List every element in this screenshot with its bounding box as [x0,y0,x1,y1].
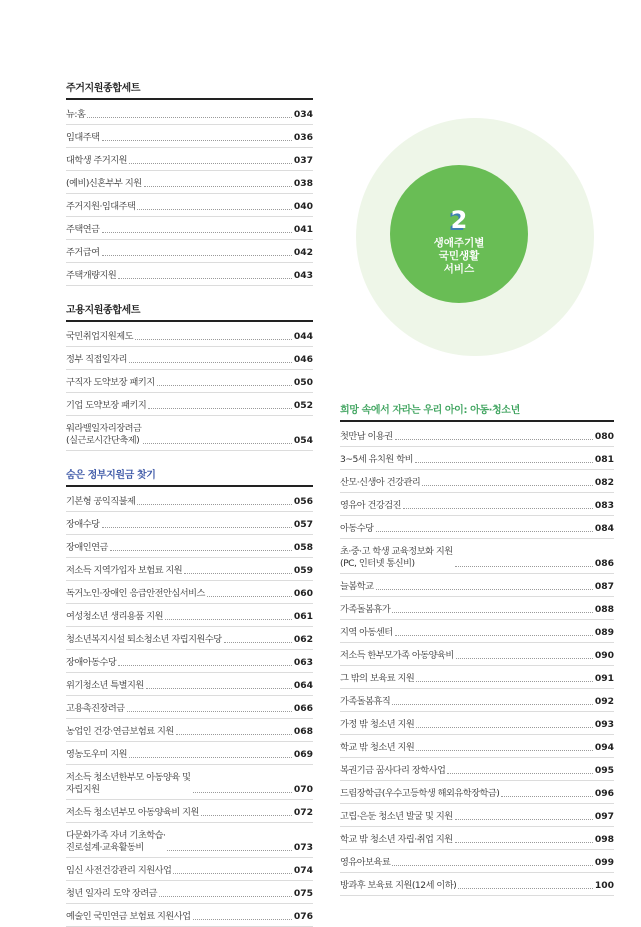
toc-entry-label: 뉴:홈 [66,109,86,120]
toc-entry-page: 064 [293,680,313,691]
dot-leader [458,888,593,889]
dot-leader [165,619,292,620]
toc-entry-page: 088 [594,604,614,615]
toc-entry[interactable] [66,324,313,347]
toc-entry[interactable] [66,558,313,581]
toc-entry[interactable] [340,689,614,712]
toc-entry[interactable] [66,673,313,696]
toc-entry[interactable] [66,765,313,800]
toc-entry-page: 041 [293,224,313,235]
toc-entry-page: 062 [293,634,313,645]
toc-entry-label: 독거노인·장애인 응급안전안심서비스 [66,588,205,599]
dot-leader [416,681,593,682]
toc-entry-page: 037 [293,155,313,166]
dot-leader [403,508,593,509]
dot-leader [87,117,291,118]
toc-entry-label: 청소년복지시설 퇴소청소년 자립지원수당 [66,634,222,645]
toc-entry[interactable] [66,904,313,927]
toc-entry-label: 주택개량지원 [66,270,117,281]
dot-leader [135,339,292,340]
dot-leader [159,896,292,897]
section-title: 숨은 정부지원금 찾기 [66,470,156,481]
toc-entry-page: 070 [293,784,313,795]
toc-entry-label: 고립·은둔 청소년 발굴 및 지원 [340,811,453,822]
toc-entry-label: 정부 직접일자리 [66,354,128,365]
toc-entry-label: 장애수당 [66,519,100,530]
toc-entry[interactable] [66,881,313,904]
toc-entry[interactable] [66,263,313,286]
dot-leader [224,642,292,643]
toc-entry-label: 워라밸일자리장려금 (실근로시간단축제) [66,423,142,446]
toc-entry-label: 다문화가족 자녀 기초학습· 진로설계·교육활동비 [66,830,166,853]
toc-entry-page: 081 [594,454,614,465]
toc-entry-page: 097 [594,811,614,822]
toc-entry-page: 082 [594,477,614,488]
toc-entry-page: 052 [293,400,313,411]
toc-entry[interactable] [66,650,313,673]
toc-entry-label: 주거급여 [66,247,100,258]
toc-entry-label: 늘봄학교 [340,581,374,592]
toc-entry[interactable] [340,643,614,666]
dot-leader [456,658,593,659]
toc-entry-page: 083 [594,500,614,511]
dot-leader [102,140,292,141]
toc-section [66,467,313,927]
toc-entry-page: 036 [293,132,313,143]
toc-entry-label: 농업인 건강·연금보험료 지원 [66,726,174,737]
toc-entry-label: 영농도우미 지원 [66,749,128,760]
dot-leader [102,255,292,256]
toc-entry-page: 058 [293,542,313,553]
toc-entry[interactable] [340,574,614,597]
chapter-badge [390,165,528,303]
toc-entry-page: 089 [594,627,614,638]
dot-leader [395,635,593,636]
toc-entry-page: 043 [293,270,313,281]
dot-leader [392,865,593,866]
dot-leader [127,711,292,712]
chapter-number: 2 [450,206,468,234]
toc-entry-label: 초·중·고 학생 교육정보화 지원 (PC, 인터넷 통신비) [340,546,453,569]
toc-entry[interactable] [340,804,614,827]
toc-entry-label: 학교 밖 청소년 지원 [340,742,415,753]
toc-entry[interactable] [66,393,313,416]
toc-entry[interactable] [340,447,614,470]
toc-entry-page: 061 [293,611,313,622]
toc-entry-page: 073 [293,842,313,853]
toc-entry-label: 영유아보육료 [340,857,391,868]
dot-leader [118,278,292,279]
toc-entry[interactable] [66,217,313,240]
toc-entry-page: 100 [594,880,614,891]
toc-entry-label: 저소득 청소년부모 아동양육비 지원 [66,807,199,818]
toc-entry-label: 기업 도약보장 패키지 [66,400,147,411]
toc-list [340,424,614,896]
toc-entry-page: 076 [293,911,313,922]
toc-entry-page: 072 [293,807,313,818]
toc-entry-label: 국민취업지원제도 [66,331,134,342]
toc-list [66,324,313,451]
toc-entry-page: 059 [293,565,313,576]
toc-entry-label: 저소득 청소년한부모 아동양육 및 자립지원 [66,772,191,795]
toc-entry-label: 구직자 도약보장 패키지 [66,377,155,388]
toc-entry[interactable] [66,347,313,370]
toc-entry[interactable] [340,597,614,620]
toc-entry-label: 드림장학금(우수고등학생 해외유학장학금) [340,788,500,799]
dot-leader [455,819,593,820]
toc-entry[interactable] [66,370,313,393]
toc-entry[interactable] [340,712,614,735]
toc-entry-label: 첫만남 이용권 [340,431,393,442]
dot-leader [157,385,292,386]
toc-entry[interactable] [340,516,614,539]
toc-entry[interactable] [340,850,614,873]
toc-entry-page: 092 [594,696,614,707]
toc-entry-page: 098 [594,834,614,845]
dot-leader [167,850,291,851]
chapter-title: 생애주기별 국민생활 서비스 [433,237,485,275]
toc-entry-label: (예비)신혼부부 지원 [66,178,142,189]
toc-entry-page: 096 [594,788,614,799]
toc-section [66,302,313,451]
toc-entry-label: 대학생 주거지원 [66,155,128,166]
section-title: 주거지원종합세트 [66,83,141,94]
dot-leader [416,727,593,728]
toc-entry-label: 지역 아동센터 [340,627,393,638]
toc-entry-label: 위기청소년 특별지원 [66,680,144,691]
dot-leader [201,815,292,816]
toc-entry[interactable] [340,424,614,447]
toc-entry-page: 050 [293,377,313,388]
toc-entry[interactable] [66,742,313,765]
dot-leader [376,531,593,532]
toc-entry-label: 고용촉진장려금 [66,703,125,714]
dot-leader [118,665,292,666]
toc-left-column [66,80,313,927]
dot-leader [110,550,292,551]
dot-leader [193,792,292,793]
toc-entry-label: 저소득 한부모가족 아동양육비 [340,650,454,661]
toc-entry-label: 아동수당 [340,523,374,534]
dot-leader [102,527,292,528]
toc-entry-label: 청년 일자리 도약 장려금 [66,888,158,899]
toc-entry[interactable] [66,194,313,217]
toc-entry-label: 가족돌봄휴직 [340,696,391,707]
toc-entry-label: 산모·신생아 건강관리 [340,477,421,488]
toc-entry[interactable] [66,800,313,823]
dot-leader [392,704,593,705]
toc-entry-page: 091 [594,673,614,684]
toc-entry[interactable] [66,696,313,719]
toc-entry-page: 066 [293,703,313,714]
toc-entry-label: 장애아동수당 [66,657,117,668]
toc-entry-page: 093 [594,719,614,730]
toc-entry[interactable] [340,735,614,758]
toc-entry-page: 057 [293,519,313,530]
dot-leader [176,734,292,735]
toc-entry[interactable] [66,604,313,627]
toc-entry[interactable] [66,627,313,650]
toc-entry-page: 075 [293,888,313,899]
toc-right-column [340,402,614,896]
dot-leader [144,186,292,187]
toc-entry[interactable] [66,125,313,148]
dot-leader [376,589,593,590]
dot-leader [137,209,291,210]
toc-entry-label: 가족돌봄휴가 [340,604,391,615]
dot-leader [416,750,593,751]
section-rule [66,320,313,322]
toc-entry-label: 저소득 지역가입자 보험료 지원 [66,565,183,576]
toc-entry-label: 장애인연금 [66,542,108,553]
dot-leader [395,439,593,440]
toc-entry-page: 040 [293,201,313,212]
toc-entry[interactable] [340,493,614,516]
toc-entry[interactable] [66,489,313,512]
toc-entry-page: 038 [293,178,313,189]
dot-leader [447,773,592,774]
toc-entry-page: 094 [594,742,614,753]
toc-entry[interactable] [66,148,313,171]
dot-leader [102,232,292,233]
dot-leader [422,485,593,486]
toc-entry-label: 기본형 공익직불제 [66,496,136,507]
toc-entry-label: 가정 밖 청소년 지원 [340,719,415,730]
dot-leader [137,504,291,505]
toc-entry[interactable] [340,470,614,493]
toc-entry-page: 042 [293,247,313,258]
toc-entry[interactable] [66,416,313,451]
dot-leader [148,408,292,409]
toc-section [66,80,313,286]
toc-entry[interactable] [66,240,313,263]
toc-entry-page: 063 [293,657,313,668]
dot-leader [193,919,292,920]
section-title: 고용지원종합세트 [66,305,141,316]
toc-entry[interactable] [340,873,614,896]
toc-entry-label: 임대주택 [66,132,100,143]
toc-entry[interactable] [66,512,313,535]
dot-leader [129,163,292,164]
toc-entry[interactable] [340,781,614,804]
toc-entry-page: 034 [293,109,313,120]
toc-entry[interactable] [340,827,614,850]
toc-entry-page: 056 [293,496,313,507]
toc-entry[interactable] [66,102,313,125]
toc-entry-page: 044 [293,331,313,342]
dot-leader [501,796,592,797]
dot-leader [129,362,292,363]
toc-entry[interactable] [340,666,614,689]
section-rule [340,420,614,422]
section-rule [66,98,313,100]
toc-entry[interactable] [66,535,313,558]
toc-entry-label: 3~5세 유치원 학비 [340,454,413,465]
toc-entry-page: 090 [594,650,614,661]
dot-leader [207,596,292,597]
dot-leader [184,573,292,574]
dot-leader [392,612,593,613]
toc-list [66,489,313,927]
toc-entry-label: 임신 사전건강관리 지원사업 [66,865,172,876]
toc-entry-page: 086 [594,558,614,569]
toc-entry-page: 080 [594,431,614,442]
toc-entry-page: 069 [293,749,313,760]
dot-leader [129,757,292,758]
toc-entry[interactable] [66,858,313,881]
toc-entry-page: 046 [293,354,313,365]
dot-leader [455,566,593,567]
toc-entry[interactable] [66,719,313,742]
toc-section [340,402,614,896]
toc-entry-page: 087 [594,581,614,592]
toc-entry-label: 예술인 국민연금 보험료 지원사업 [66,911,191,922]
toc-entry[interactable] [340,539,614,574]
dot-leader [143,443,291,444]
toc-entry-page: 084 [594,523,614,534]
dot-leader [173,873,291,874]
dot-leader [455,842,593,843]
toc-entry-label: 학교 밖 청소년 자립·취업 지원 [340,834,453,845]
toc-entry-page: 060 [293,588,313,599]
toc-entry[interactable] [66,581,313,604]
toc-entry-label: 영유아 건강검진 [340,500,402,511]
toc-entry[interactable] [340,758,614,781]
toc-entry-label: 복권기금 꿈사다리 장학사업 [340,765,446,776]
toc-entry-page: 099 [594,857,614,868]
toc-entry-label: 여성청소년 생리용품 지원 [66,611,163,622]
dot-leader [146,688,292,689]
toc-entry-label: 그 밖의 보육료 지원 [340,673,415,684]
toc-entry-page: 095 [594,765,614,776]
toc-entry-page: 054 [293,435,313,446]
toc-list [66,102,313,286]
section-title: 희망 속에서 자라는 우리 아이: 아동·청소년 [340,405,520,416]
toc-entry[interactable] [340,620,614,643]
toc-entry-label: 주거지원·임대주택 [66,201,136,212]
toc-entry[interactable] [66,171,313,194]
dot-leader [415,462,593,463]
toc-entry[interactable] [66,823,313,858]
toc-entry-label: 주택연금 [66,224,100,235]
toc-entry-page: 068 [293,726,313,737]
toc-entry-label: 방과후 보육료 지원(12세 이하) [340,880,457,891]
section-rule [66,485,313,487]
toc-entry-page: 074 [293,865,313,876]
